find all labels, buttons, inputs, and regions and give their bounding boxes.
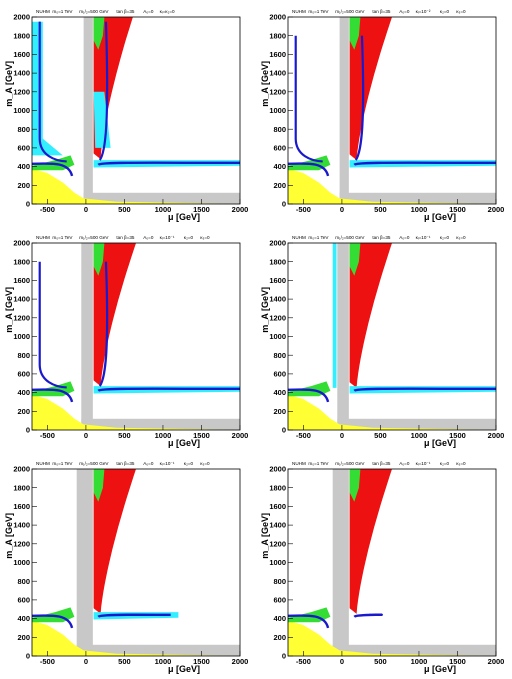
- y-tick-label: 0: [281, 651, 286, 661]
- x-tick-label: 0: [83, 205, 89, 214]
- header-item: m₀=1 TeV: [308, 461, 329, 466]
- plot-background: [288, 17, 496, 204]
- y-tick-label: 1400: [269, 520, 286, 530]
- header-item: m₀=1 TeV: [52, 9, 73, 14]
- y-tick-label: 1400: [269, 294, 286, 304]
- y-tick-label: 1800: [269, 31, 286, 41]
- header-item: NUHM: [36, 235, 50, 240]
- y-tick-label: 400: [17, 162, 30, 172]
- y-tick-label: 200: [17, 406, 30, 416]
- header-item: tan β=35: [116, 461, 135, 466]
- x-tick-label: 2000: [487, 205, 505, 214]
- y-tick-label: 800: [273, 124, 286, 134]
- excluded-band: [340, 17, 349, 204]
- y-tick-label: 200: [273, 406, 286, 416]
- y-tick-label: 1000: [269, 332, 286, 342]
- y-tick-label: 1400: [13, 294, 30, 304]
- x-tick-label: 1500: [449, 657, 466, 666]
- header-item: m₁/₂=500 GeV: [79, 461, 109, 466]
- header-item: m₁/₂=500 GeV: [79, 235, 109, 240]
- x-axis-label: μ [GeV]: [423, 664, 456, 674]
- y-tick-label: 600: [273, 143, 286, 153]
- x-tick-label: 0: [339, 205, 345, 214]
- header-item: κ₃=0: [456, 9, 466, 14]
- header-item: κᵢ=10⁻¹: [415, 235, 431, 240]
- y-tick-label: 600: [17, 143, 30, 153]
- x-tick-label: 500: [118, 431, 131, 440]
- y-tick-label: 1600: [13, 50, 30, 59]
- header-item: κ₂=0: [183, 461, 194, 466]
- x-tick-label: 2000: [487, 431, 505, 440]
- y-tick-label: 1200: [269, 87, 286, 97]
- y-tick-label: 1600: [13, 276, 30, 285]
- header-item: κ₃=0: [456, 235, 466, 240]
- header-item: m₁/₂=500 GeV: [335, 235, 365, 240]
- y-tick-label: 1000: [13, 558, 30, 568]
- y-tick-label: 800: [273, 350, 286, 360]
- header-item: κ₂=0: [439, 461, 450, 466]
- y-tick-label: 1600: [269, 50, 286, 59]
- y-tick-label: 200: [17, 180, 30, 190]
- chart-svg: [0, 452, 256, 678]
- header-item: m₁/₂=500 GeV: [335, 461, 365, 466]
- x-tick-label: 1000: [410, 205, 428, 214]
- header-item: κᵢ=10⁻¹: [159, 235, 175, 240]
- x-tick-label: 500: [118, 657, 131, 666]
- plot-background: [32, 243, 240, 430]
- x-tick-label: 2000: [487, 657, 505, 666]
- y-tick-label: 400: [273, 614, 286, 624]
- y-tick-label: 800: [17, 576, 30, 586]
- y-tick-label: 1600: [269, 276, 286, 285]
- header-item: m₀=1 TeV: [308, 9, 329, 14]
- x-tick-label: 1000: [154, 431, 172, 440]
- chart-svg: [0, 0, 256, 226]
- chart-panel-bottom-left: [0, 452, 256, 678]
- x-tick-label: 1500: [193, 431, 210, 440]
- y-axis-label: m_A [GeV]: [260, 287, 270, 333]
- plot-background: [288, 469, 496, 656]
- header-item: tan β=35: [372, 235, 391, 240]
- y-tick-label: 1600: [13, 502, 30, 511]
- y-tick-label: 1200: [13, 313, 30, 323]
- y-tick-label: 600: [17, 369, 30, 379]
- header-item: A₀=0: [399, 9, 410, 14]
- y-tick-label: 800: [17, 350, 30, 360]
- chart-svg: [256, 0, 512, 226]
- header-item: NUHM: [292, 461, 306, 466]
- y-tick-label: 1000: [13, 106, 30, 116]
- x-tick-label: 1000: [410, 657, 428, 666]
- excluded-band: [81, 243, 93, 430]
- header-item: A₀=0: [143, 461, 154, 466]
- x-tick-label: 1500: [193, 657, 210, 666]
- x-tick-label: -500: [295, 431, 311, 440]
- excluded-band: [77, 469, 93, 656]
- header-item: A₀=0: [399, 461, 410, 466]
- y-tick-label: 2000: [13, 238, 30, 248]
- x-tick-label: -500: [39, 205, 55, 214]
- y-tick-label: 1000: [13, 332, 30, 342]
- header-item: κ₂=0: [439, 235, 450, 240]
- y-tick-label: 0: [281, 425, 286, 435]
- header-item: A₀=0: [399, 235, 410, 240]
- x-axis-label: μ [GeV]: [423, 212, 456, 222]
- chart-panel-bottom-right: [256, 452, 512, 678]
- y-tick-label: 600: [17, 595, 30, 605]
- chart-panel-top-left: [0, 0, 256, 226]
- relic-region-column: [333, 243, 337, 388]
- x-tick-label: 500: [118, 205, 131, 214]
- y-tick-label: 1200: [269, 539, 286, 549]
- y-axis-label: m_A [GeV]: [4, 287, 14, 333]
- x-tick-label: 0: [339, 431, 345, 440]
- header-item: A₀=0: [143, 235, 154, 240]
- x-tick-label: 0: [83, 657, 89, 666]
- y-tick-label: 1600: [269, 502, 286, 511]
- excluded-band: [84, 17, 93, 204]
- plot-background: [32, 17, 240, 204]
- y-axis-label: m_A [GeV]: [4, 513, 14, 559]
- y-tick-label: 600: [273, 595, 286, 605]
- y-tick-label: 2000: [269, 12, 286, 22]
- x-axis-label: μ [GeV]: [167, 664, 200, 674]
- y-tick-label: 1800: [269, 257, 286, 267]
- header-item: m₀=1 TeV: [52, 235, 73, 240]
- y-tick-label: 0: [25, 425, 30, 435]
- header-item: κ₂=0: [439, 9, 450, 14]
- header-item: m₀=1 TeV: [308, 235, 329, 240]
- x-tick-label: 1000: [154, 657, 172, 666]
- header-item: κ₂=0: [183, 235, 194, 240]
- y-tick-label: 1000: [269, 558, 286, 568]
- y-tick-label: 1800: [13, 483, 30, 493]
- x-tick-label: 1000: [154, 205, 172, 214]
- y-tick-label: 0: [25, 199, 30, 209]
- y-tick-label: 400: [17, 614, 30, 624]
- header-item: κ₃=0: [200, 235, 210, 240]
- y-axis-label: m_A [GeV]: [260, 513, 270, 559]
- x-tick-label: 0: [83, 431, 89, 440]
- header-item: NUHM: [292, 235, 306, 240]
- x-tick-label: 1500: [449, 205, 466, 214]
- y-tick-label: 600: [273, 369, 286, 379]
- y-tick-label: 1800: [13, 31, 30, 41]
- chart-svg: [256, 452, 512, 678]
- x-axis-label: μ [GeV]: [167, 212, 200, 222]
- y-tick-label: 400: [273, 162, 286, 172]
- y-tick-label: 800: [17, 124, 30, 134]
- x-tick-label: 2000: [231, 657, 249, 666]
- chart-svg: [0, 226, 256, 452]
- header-item: κᵢ=10⁻¹: [415, 461, 431, 466]
- x-tick-label: 2000: [231, 431, 249, 440]
- header-item: m₀=1 TeV: [52, 461, 73, 466]
- x-tick-label: -500: [39, 657, 55, 666]
- y-tick-label: 1200: [13, 87, 30, 97]
- y-tick-label: 800: [273, 576, 286, 586]
- x-axis-label: μ [GeV]: [423, 438, 456, 448]
- excluded-band: [337, 243, 349, 430]
- y-tick-label: 2000: [269, 464, 286, 474]
- header-item: tan β=35: [116, 235, 135, 240]
- header-item: κᵢ=κ₂=0: [159, 9, 175, 14]
- y-tick-label: 200: [273, 632, 286, 642]
- y-tick-label: 2000: [269, 238, 286, 248]
- y-tick-label: 400: [17, 388, 30, 398]
- x-tick-label: 1000: [410, 431, 428, 440]
- x-tick-label: 1500: [193, 205, 210, 214]
- header-item: tan β=35: [372, 9, 391, 14]
- y-tick-label: 1200: [13, 539, 30, 549]
- chart-svg: [256, 226, 512, 452]
- y-tick-label: 400: [273, 388, 286, 398]
- y-axis-label: m_A [GeV]: [260, 61, 270, 107]
- x-tick-label: 0: [339, 657, 345, 666]
- header-item: κᵢ=10⁻²: [415, 9, 431, 14]
- y-axis-label: m_A [GeV]: [4, 61, 14, 107]
- y-tick-label: 200: [17, 632, 30, 642]
- header-item: tan β=35: [372, 461, 391, 466]
- y-tick-label: 1200: [269, 313, 286, 323]
- header-item: m₁/₂=500 GeV: [79, 9, 109, 14]
- chart-panel-middle-left: [0, 226, 256, 452]
- y-tick-label: 1400: [13, 68, 30, 78]
- x-tick-label: 500: [374, 431, 387, 440]
- chart-panel-top-right: [256, 0, 512, 226]
- x-tick-label: 1500: [449, 431, 466, 440]
- x-tick-label: 2000: [231, 205, 249, 214]
- header-item: κ₃=0: [200, 461, 210, 466]
- excluded-band: [333, 469, 349, 656]
- header-item: NUHM: [36, 9, 50, 14]
- header-item: κᵢ=10⁻¹: [159, 461, 175, 466]
- header-item: κ₃=0: [456, 461, 466, 466]
- header-item: NUHM: [292, 9, 306, 14]
- y-tick-label: 1400: [13, 520, 30, 530]
- x-axis-label: μ [GeV]: [167, 438, 200, 448]
- header-item: NUHM: [36, 461, 50, 466]
- chart-panel-middle-right: [256, 226, 512, 452]
- y-tick-label: 1000: [269, 106, 286, 116]
- header-item: m₁/₂=500 GeV: [335, 9, 365, 14]
- plot-background: [32, 469, 240, 656]
- header-item: A₀=0: [143, 9, 154, 14]
- x-tick-label: 500: [374, 205, 387, 214]
- plot-background: [288, 243, 496, 430]
- y-tick-label: 0: [281, 199, 286, 209]
- x-tick-label: -500: [295, 205, 311, 214]
- y-tick-label: 2000: [13, 12, 30, 22]
- x-tick-label: -500: [39, 431, 55, 440]
- x-tick-label: -500: [295, 657, 311, 666]
- x-tick-label: 500: [374, 657, 387, 666]
- y-tick-label: 2000: [13, 464, 30, 474]
- y-tick-label: 1800: [13, 257, 30, 267]
- y-tick-label: 200: [273, 180, 286, 190]
- header-item: tan β=35: [116, 9, 135, 14]
- y-tick-label: 1800: [269, 483, 286, 493]
- y-tick-label: 0: [25, 651, 30, 661]
- y-tick-label: 1400: [269, 68, 286, 78]
